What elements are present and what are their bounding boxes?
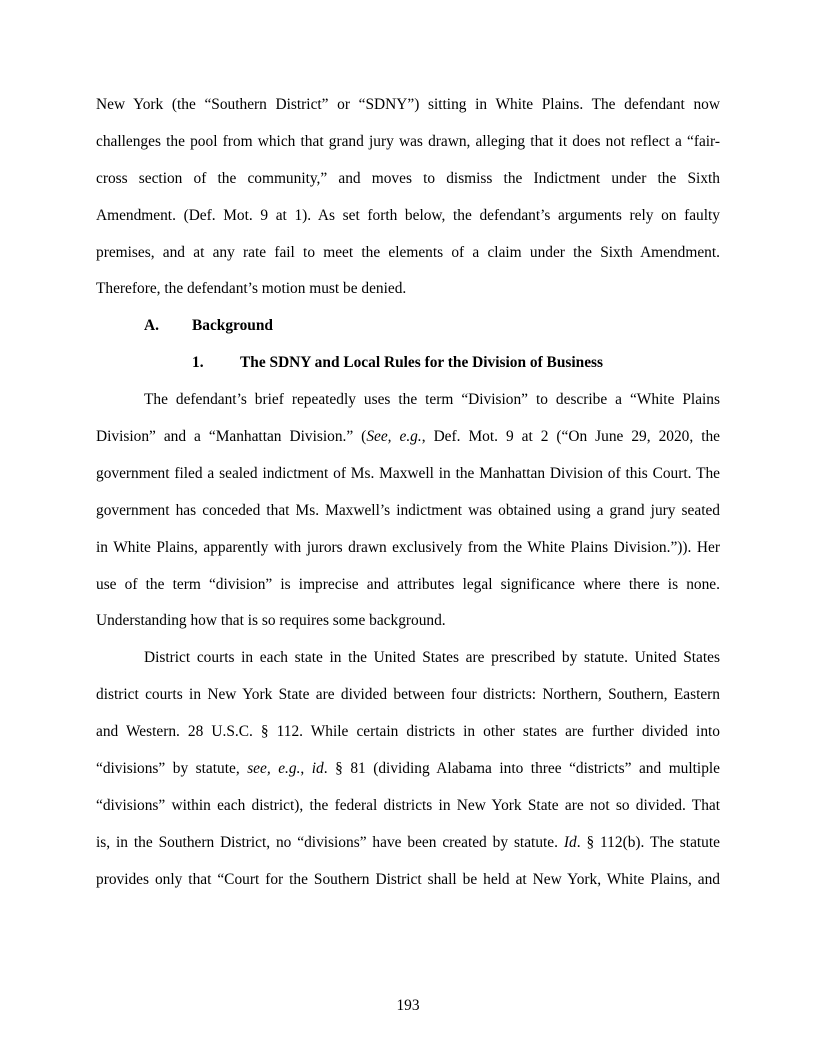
text-run: . § 81 (dividing Alabama into three “districts” and multiple <box>323 760 720 778</box>
text-line: challenges the pool from which that grand jury was drawn, alleging that it does not reflect a “fair- <box>96 132 720 150</box>
italic-signal: id <box>311 760 324 778</box>
text-line: in White Plains, apparently with jurors drawn exclusively from the White Plains Division.”)). Her <box>96 538 720 556</box>
text-line: government has conceded that Ms. Maxwell’s indictment was obtained using a grand jury seated <box>96 501 720 519</box>
text-line: New York (the “Southern District” or “SDNY”) sitting in White Plains. The defendant now <box>96 96 720 113</box>
text-line: provides only that “Court for the Southern District shall be held at New York, White Plains, and <box>96 870 720 888</box>
text-line: government filed a sealed indictment of Ms. Maxwell in the Manhattan Division of this Court. The <box>96 464 720 482</box>
text-line: cross section of the community,” and moves to dismiss the Indictment under the Sixth <box>96 169 720 187</box>
paragraph-intro <box>96 93 720 314</box>
text-line <box>96 757 720 794</box>
heading-title: Background <box>192 317 273 335</box>
text-line: Amendment. (Def. Mot. 9 at 1). As set forth below, the defendant’s arguments rely on faulty <box>96 206 720 224</box>
subsection-heading-1 <box>96 351 720 388</box>
text-line <box>96 425 720 462</box>
text-line: The defendant’s brief repeatedly uses the term “Division” to describe a “White Plains <box>144 391 720 409</box>
text-line: premises, and at any rate fail to meet the elements of a claim under the Sixth Amendment. <box>96 243 720 261</box>
paragraph-division-term <box>96 388 720 646</box>
document-page <box>96 93 720 905</box>
text-line: Understanding how that is so requires some background. <box>96 612 446 630</box>
text-line: district courts in New York State are divided between four districts: Northern, Southern, Eastern <box>96 686 720 704</box>
text-run: . § 112(b). The statute <box>576 833 720 851</box>
italic-signal: see, e.g. <box>247 760 301 778</box>
text-line <box>96 831 720 868</box>
page-number: 193 <box>396 997 420 1014</box>
text-line: use of the term “division” is imprecise and attributes legal significance where there is none. <box>96 575 720 593</box>
text-line: District courts in each state in the United States are prescribed by statute. United States <box>144 649 720 667</box>
text-run: , <box>300 760 312 778</box>
italic-signal: See, e.g. <box>366 428 422 446</box>
paragraph-district-courts <box>96 646 720 904</box>
heading-number: 1. <box>192 354 204 372</box>
section-heading-a <box>96 314 720 351</box>
text-line: Therefore, the defendant’s motion must be denied. <box>96 280 407 298</box>
text-run: is, in the Southern District, no “divisions” have been created by statute. <box>96 833 564 851</box>
text-run: “divisions” by statute, <box>96 760 248 778</box>
heading-number: A. <box>144 317 159 335</box>
italic-signal: Id <box>563 833 577 851</box>
text-line: and Western. 28 U.S.C. § 112. While certain districts in other states are further divided into <box>96 723 720 741</box>
text-run: Division” and a “Manhattan Division.” ( <box>96 428 367 446</box>
heading-title: The SDNY and Local Rules for the Division of Business <box>240 354 604 372</box>
text-line: “divisions” within each district), the federal districts in New York State are not so divided. That <box>96 796 720 814</box>
text-run: , Def. Mot. 9 at 2 (“On June 29, 2020, the <box>421 428 721 446</box>
